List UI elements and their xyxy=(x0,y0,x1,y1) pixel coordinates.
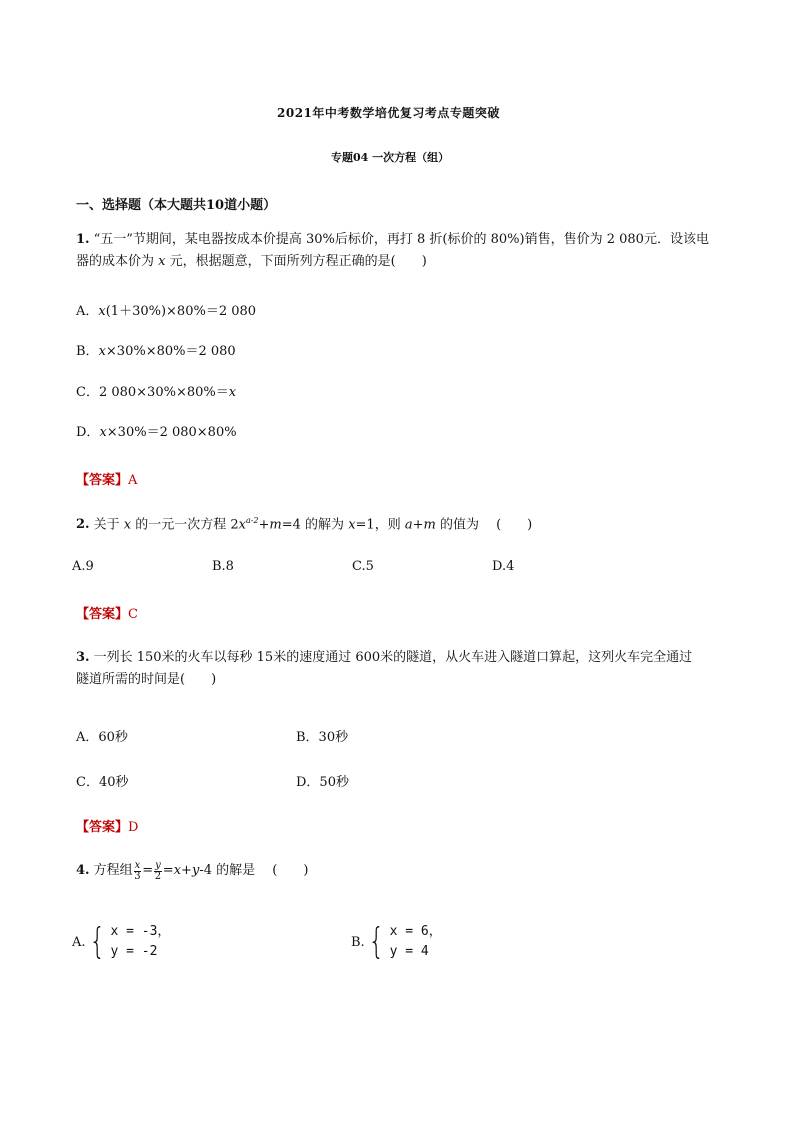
option-label: B． xyxy=(76,344,99,359)
math-variable: y xyxy=(191,863,200,878)
option-a xyxy=(72,922,170,962)
option-c xyxy=(76,381,236,400)
fraction-denominator: 2 xyxy=(154,870,162,882)
math-variable: x xyxy=(98,304,106,319)
question-text: 的值为 ( ) xyxy=(435,517,533,533)
question-1 xyxy=(76,229,709,273)
question-text: =4 的解为 xyxy=(281,517,349,533)
option-d: D.4 xyxy=(492,559,515,574)
fraction-denominator: 3 xyxy=(134,870,141,882)
option-label: D． xyxy=(76,425,100,440)
math-variable: m xyxy=(269,517,282,533)
math-exponent: a-2 xyxy=(245,516,259,525)
option-text: 2 080×30%×80%＝ xyxy=(98,385,229,400)
equation-line: y = 4 xyxy=(389,944,429,959)
answer-value: D xyxy=(128,820,139,835)
question-text: “五一”节期间，某电器按成本价提高 30%后标价，再打 8 折(标价的 80%)销售，售价为 2 080元．设该电 xyxy=(93,232,709,247)
question-number: 4. xyxy=(76,863,90,878)
brace-symbol: { xyxy=(88,921,106,962)
answer-3 xyxy=(76,816,138,835)
option-d: D．50秒 xyxy=(296,775,349,790)
option-c: C.5 xyxy=(352,559,374,574)
answer-1 xyxy=(76,469,137,488)
equation-line: x = -3， xyxy=(110,924,171,939)
answer-label: 【答案】 xyxy=(76,473,129,488)
option-b: B.8 xyxy=(212,559,234,574)
question-text: + xyxy=(181,863,192,878)
question-text: 元，根据题意，下面所列方程正确的是( ) xyxy=(165,254,427,269)
equation-line: y = -2 xyxy=(110,944,158,959)
fraction xyxy=(134,861,142,882)
math-variable: m xyxy=(423,517,436,533)
answer-2 xyxy=(76,603,138,622)
option-b xyxy=(351,922,442,962)
answer-value: C xyxy=(128,607,138,622)
question-text: = xyxy=(162,863,174,878)
fraction-numerator: x xyxy=(134,859,141,871)
option-d xyxy=(76,421,237,440)
question-text: =1，则 xyxy=(355,517,405,533)
document-title: 2021年中考数学培优复习考点专题突破 xyxy=(277,106,500,120)
math-variable: a xyxy=(404,517,413,533)
fraction-numerator: y xyxy=(155,859,161,871)
option-text: ×30%×80%＝2 080 xyxy=(105,344,236,359)
question-2 xyxy=(76,510,532,536)
answer-label: 【答案】 xyxy=(76,820,129,835)
math-variable: x xyxy=(123,517,132,533)
question-text: 器的成本价为 xyxy=(76,254,159,269)
question-text: = xyxy=(142,863,154,878)
question-text: 一列长 150米的火车以每秒 15米的速度通过 600米的隧道，从火车进入隧道口算起，这列火车完全通过 xyxy=(93,650,693,665)
question-text: -4 的解是 ( ) xyxy=(199,863,309,878)
math-variable: x xyxy=(173,863,182,878)
question-text: 的一元一次方程 2 xyxy=(131,517,239,533)
question-text: 方程组 xyxy=(93,863,133,878)
answer-label: 【答案】 xyxy=(76,607,129,622)
math-variable: x xyxy=(98,344,106,359)
option-text: (1＋30%)×80%＝2 080 xyxy=(105,304,257,319)
question-number: 3. xyxy=(76,650,90,665)
math-variable: x xyxy=(348,517,356,533)
question-4 xyxy=(76,860,308,882)
option-c: C．40秒 xyxy=(76,775,129,790)
option-label: B. xyxy=(351,934,365,950)
question-text: + xyxy=(412,517,424,533)
equation-system xyxy=(110,922,170,962)
fraction xyxy=(154,861,162,882)
option-b xyxy=(76,340,236,359)
option-text: ×30%＝2 080×80% xyxy=(106,425,237,440)
math-variable: x xyxy=(228,385,237,400)
option-a: A．60秒 xyxy=(76,730,128,745)
math-variable: x xyxy=(158,254,166,269)
option-label: A． xyxy=(76,304,99,319)
question-3 xyxy=(76,647,692,691)
question-text: 关于 xyxy=(93,517,124,533)
brace-symbol: { xyxy=(368,921,385,962)
option-label: C． xyxy=(76,385,99,400)
question-text: 隧道所需的时间是( ) xyxy=(76,672,217,687)
question-number: 1. xyxy=(76,232,90,247)
question-text: + xyxy=(258,517,270,533)
option-a xyxy=(76,300,256,319)
equation-line: x = 6， xyxy=(389,924,442,939)
option-label: A. xyxy=(72,934,86,950)
answer-value: A xyxy=(128,473,138,488)
question-number: 2. xyxy=(76,517,90,533)
option-a: A.9 xyxy=(72,559,94,574)
section-heading: 一、选择题（本大题共10道小题） xyxy=(76,198,277,213)
document-subtitle: 专题04 一次方程（组） xyxy=(331,151,450,164)
math-variable: x xyxy=(99,425,107,440)
option-b: B．30秒 xyxy=(296,730,349,745)
equation-system xyxy=(390,922,442,962)
math-variable: x xyxy=(238,517,246,533)
